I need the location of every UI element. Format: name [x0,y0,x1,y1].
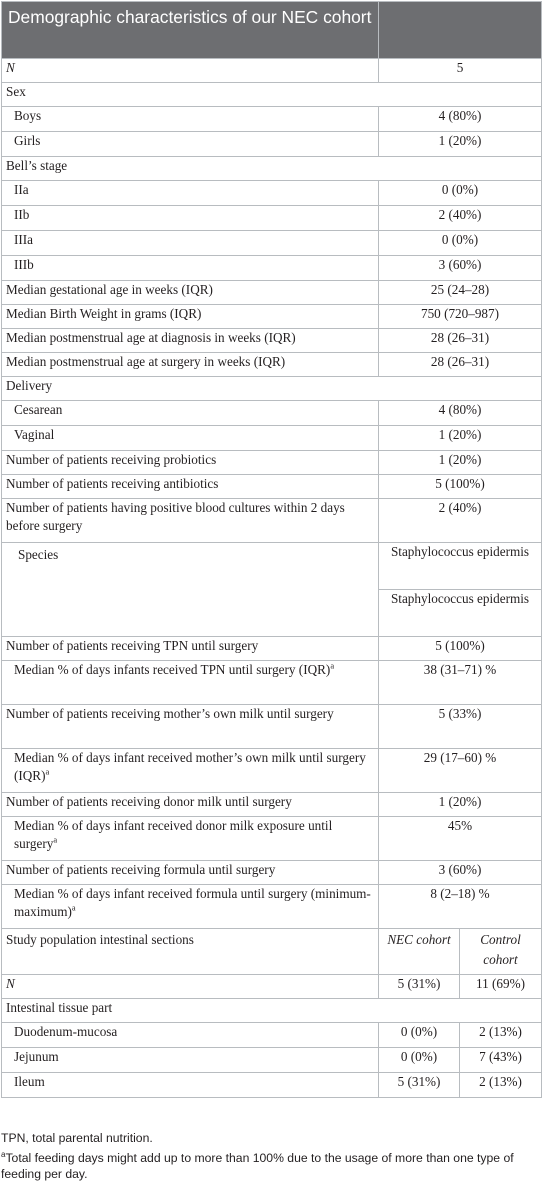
species-value: Staphylococcus epidermis [379,590,542,637]
tissue-row-control: 7 (43%) [460,1048,542,1073]
bells-row-value: 2 (40%) [379,206,542,231]
tissue-row-control: 2 (13%) [460,1073,542,1098]
bells-row-value: 0 (0%) [379,181,542,206]
girls-value: 1 (20%) [379,132,542,157]
mom-milk-days-text: Median % of days infant received mother’s own milk until surgery (IQR) [14,750,366,784]
median-row-label: Median postmenstrual age at diagnosis in weeks (IQR) [2,329,379,353]
median-row-value: 25 (24–28) [379,281,542,305]
boys-value: 4 (80%) [379,107,542,132]
donor-milk-days-value: 45% [379,817,542,861]
bells-row-value: 0 (0%) [379,231,542,256]
table-title-blank [379,2,542,59]
footnote-abbreviation: TPN, total parental nutrition. [1,1131,153,1145]
footnote-marker: a [71,903,76,914]
mom-milk-days-label [2,749,379,793]
antibiotics-value: 5 (100%) [379,475,542,499]
sections-n-control: 11 (69%) [460,975,542,999]
mom-milk-value: 5 (33%) [379,705,542,749]
footnote-a-text: Total feeding days might add up to more than 100% due to the usage of more than one type of feeding per day. [1,1151,514,1182]
demographics-table [1,1,542,1098]
bells-row-label: IIa [2,181,379,206]
median-row-label: Median Birth Weight in grams (IQR) [2,305,379,329]
footnote-marker: a [45,767,50,778]
median-row-label: Median gestational age in weeks (IQR) [2,281,379,305]
tissue-row-label: Duodenum-mucosa [2,1023,379,1048]
bells-row-value: 3 (60%) [379,256,542,281]
vaginal-label: Vaginal [2,426,379,451]
cesarean-label: Cesarean [2,401,379,426]
species-value: Staphylococcus epidermis [379,543,542,590]
tpn-value: 5 (100%) [379,637,542,661]
formula-days-text: Median % of days infant received formula until surgery (minimum-maximum) [14,886,371,920]
tissue-row-label: Jejunum [2,1048,379,1073]
delivery-heading: Delivery [2,377,542,401]
footnote-marker: a [53,835,58,846]
bells-stage-heading: Bell’s stage [2,157,542,181]
sections-heading: Study population intestinal sections [2,929,379,975]
control-cohort-header: Control cohort [460,929,542,975]
bells-row-label: IIIa [2,231,379,256]
mom-milk-label: Number of patients receiving mother’s own milk until surgery [2,705,379,749]
bells-row-label: IIb [2,206,379,231]
donor-milk-days-label [2,817,379,861]
tissue-row-label: Ileum [2,1073,379,1098]
sections-n-label: N [2,975,379,999]
donor-milk-value: 1 (20%) [379,793,542,817]
donor-milk-days-text: Median % of days infant received donor milk exposure until surgery [14,818,333,852]
blood-cultures-value: 2 (40%) [379,499,542,543]
vaginal-value: 1 (20%) [379,426,542,451]
median-row-value: 750 (720–987) [379,305,542,329]
sections-n-nec: 5 (31%) [379,975,460,999]
table-title: Demographic characteristics of our NEC cohort [2,2,379,59]
formula-days-label [2,885,379,929]
tissue-row-nec: 0 (0%) [379,1048,460,1073]
n-label: N [2,59,379,83]
tpn-days-label [2,661,379,705]
probiotics-label: Number of patients receiving probiotics [2,451,379,475]
mom-milk-days-value: 29 (17–60) % [379,749,542,793]
formula-days-value: 8 (2–18) % [379,885,542,929]
cesarean-value: 4 (80%) [379,401,542,426]
footnote-marker: a [330,660,335,671]
footnote-a [1,1150,541,1183]
tpn-days-value: 38 (31–71) % [379,661,542,705]
tpn-label: Number of patients receiving TPN until surgery [2,637,379,661]
sex-heading: Sex [2,83,542,107]
formula-value: 3 (60%) [379,861,542,885]
median-row-value: 28 (26–31) [379,329,542,353]
nec-cohort-header: NEC cohort [379,929,460,975]
n-value: 5 [379,59,542,83]
tissue-heading: Intestinal tissue part [2,999,542,1023]
boys-label: Boys [2,107,379,132]
footnote-a-marker: a [1,1149,6,1159]
antibiotics-label: Number of patients receiving antibiotics [2,475,379,499]
formula-label: Number of patients receiving formula until surgery [2,861,379,885]
girls-label: Girls [2,132,379,157]
donor-milk-label: Number of patients receiving donor milk until surgery [2,793,379,817]
probiotics-value: 1 (20%) [379,451,542,475]
species-label: Species [2,543,379,637]
tissue-row-nec: 0 (0%) [379,1023,460,1048]
median-row-label: Median postmenstrual age at surgery in weeks (IQR) [2,353,379,377]
bells-row-label: IIIb [2,256,379,281]
median-row-value: 28 (26–31) [379,353,542,377]
tpn-days-text: Median % of days infants received TPN until surgery (IQR) [14,662,331,677]
tissue-row-nec: 5 (31%) [379,1073,460,1098]
tissue-row-control: 2 (13%) [460,1023,542,1048]
blood-cultures-label: Number of patients having positive blood cultures within 2 days before surgery [2,499,379,543]
